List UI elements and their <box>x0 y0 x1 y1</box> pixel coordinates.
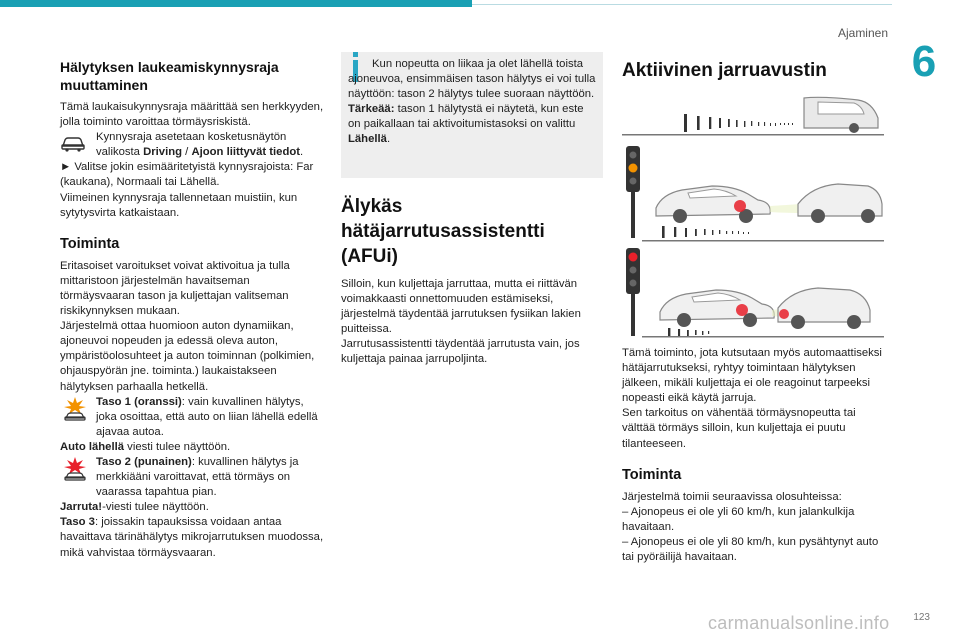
info-text: Kun nopeutta on liikaa ja olet lähellä toista ajoneuvoa, ensimmäisen tason hälytys ei voi tulla näyttöön: tason 2 hälytys tulee suoraan näyttöön. <box>348 58 596 101</box>
threshold-heading: Hälytyksen laukeamiskynnysraja muuttaminen <box>60 59 279 93</box>
collision-warning-orange-icon <box>60 396 90 429</box>
afu-heading: Älykäs hätäjarrutusassistentti (AFUi) <box>341 196 545 267</box>
active-brake-operation-heading: Toiminta <box>622 466 682 483</box>
level1-message: Auto lähellä <box>60 440 125 453</box>
important-end: . <box>386 133 391 146</box>
car-settings-icon <box>60 131 86 158</box>
menu-driving-info: Ajoon liittyvät tiedot <box>191 146 301 159</box>
page-number: 123 <box>913 612 930 623</box>
memory-note: Viimeinen kynnysraja tallennetaan muistiin, kun sytytysvirta katkaistaan. <box>60 191 298 219</box>
level2-label: Taso 2 (punainen) <box>96 455 192 468</box>
important-label: Tärkeää: <box>348 103 395 116</box>
brake-markers <box>668 328 709 336</box>
select-threshold-step: ► Valitse jokin esimääritetyistä kynnysrajoista: Far (kaukana), Normaali tai Lähellä. <box>60 161 314 189</box>
chapter-number: 6 <box>911 37 937 86</box>
road-line <box>622 134 884 136</box>
touchscreen-period: . <box>300 146 304 159</box>
section-title: Ajaminen <box>837 26 888 40</box>
menu-driving: Driving <box>143 146 183 159</box>
illustration-warning-level <box>622 146 884 242</box>
traffic-signal <box>626 248 640 336</box>
lead-car <box>778 288 870 329</box>
level3-text: : joissakin tapauksissa voidaan antaa havaittava tärinähälytys mikrojarrutuksen muodossa, mikä vahvistaa törmäysvaaran. <box>60 516 324 559</box>
active-brake-paragraph-2: Sen tarkoitus on vähentää törmäysnopeutta tai välttää törmäys silloin, kun kuljettaja ei puutu tilanteeseen. <box>622 407 856 450</box>
condition-vehicle: – Ajonopeus ei ole yli 80 km/h, kun pysähtynyt auto tai pyöräilijä havaitaan. <box>622 535 879 564</box>
column-middle <box>341 194 603 368</box>
operation-heading: Toiminta <box>60 235 120 252</box>
column-left <box>60 58 324 561</box>
threshold-paragraph: Tämä laukaisukynnysraja määrittää sen herkkyyden, jolla toiminto varoittaa törmäysriskistä. <box>60 101 324 129</box>
level1-text: : vain kuvallinen hälytys, joka osoittaa, että auto on liian lähellä edellä ajavaa autoa. <box>96 395 318 438</box>
illustration-distance-approach <box>622 90 884 138</box>
menu-separator: / <box>182 146 192 159</box>
condition-pedestrian: – Ajonopeus ei ole yli 60 km/h, kun jalankulkija havaitaan. <box>622 505 855 533</box>
column-right <box>622 58 884 83</box>
watermark: carmanualsonline.info <box>708 613 890 633</box>
collision-warning-red-icon <box>60 456 90 489</box>
level1-message-rest: viesti tulee näyttöön. <box>124 440 231 453</box>
level1-label: Taso 1 (oranssi) <box>96 395 182 408</box>
afu-paragraph-2: Jarrutusassistentti täydentää jarrutusta vain, jos kuljettaja painaa jarrupoljinta. <box>341 338 580 366</box>
distance-markers <box>684 114 793 132</box>
operation-intro: Järjestelmä toimii seuraavissa olosuhteissa: <box>622 490 842 503</box>
lead-car-rear <box>804 97 878 133</box>
info-box-content <box>348 57 598 148</box>
level3-label: Taso 3 <box>60 516 95 529</box>
operation-paragraph-2: Järjestelmä ottaa huomioon auton dynamiikan, ajoneuvoi nopeuden ja edessä oleva auton, ympäristöolosuhteet ja auton toiminnan (polkimien, ohjauspyörän jne. toiminta.) laukaistakseen hälytyksen parhaalla hetkellä. <box>60 320 315 393</box>
level2-text: : kuvallinen hälytys ja merkkiääni varoittavat, että törmäys on vaarassa tapahtua pian. <box>96 455 299 499</box>
active-brake-paragraph-1: Tämä toiminto, jota kutsutaan myös automaattiseksi hätäjarrutukseksi, ryhtyy toimintaan hälytyksen jälkeen, mikäli kuljettaja ei ole reagoinut tarpeeksi nopeasti eikä käytä jarruja. <box>622 347 882 405</box>
column-right-text <box>622 346 884 565</box>
road-line <box>642 240 884 242</box>
header-rule <box>472 4 892 5</box>
road-line <box>642 336 884 338</box>
afu-paragraph-1: Silloin, kun kuljettaja jarruttaa, mutta ei riittävän voimakkaasti onnettomuuden estämiseksi, järjestelmä täydentää jarrutuksen fysiikan lakien puitteissa. <box>341 278 581 336</box>
level2-message: Jarruta! <box>60 501 103 514</box>
important-text: tason 1 hälytystä ei näytetä, kun este on paikallaan tai aktivoitumistasoksi on valittu <box>348 103 584 131</box>
level2-note <box>60 455 324 500</box>
illustration-emergency-brake <box>622 248 884 338</box>
header-accent-bar <box>0 0 472 7</box>
active-brake-heading: Aktiivinen jarruavustin <box>622 60 827 81</box>
level1-note <box>60 395 324 440</box>
level2-message-rest: -viesti tulee näyttöön. <box>102 501 209 514</box>
touchscreen-note <box>60 130 324 160</box>
car-braking <box>660 290 774 327</box>
touchscreen-text: Kynnysraja asetetaan kosketusnäytön valikosta <box>96 131 287 159</box>
operation-paragraph-1: Eritasoiset varoitukset voivat aktivoitua ja tulla mittaristoon järjestelmän havaitseman törmäysvaaran tason ja kuljettajan valitseman riskikynnyksen mukaan. <box>60 259 290 318</box>
important-bold: Lähellä <box>348 133 387 146</box>
